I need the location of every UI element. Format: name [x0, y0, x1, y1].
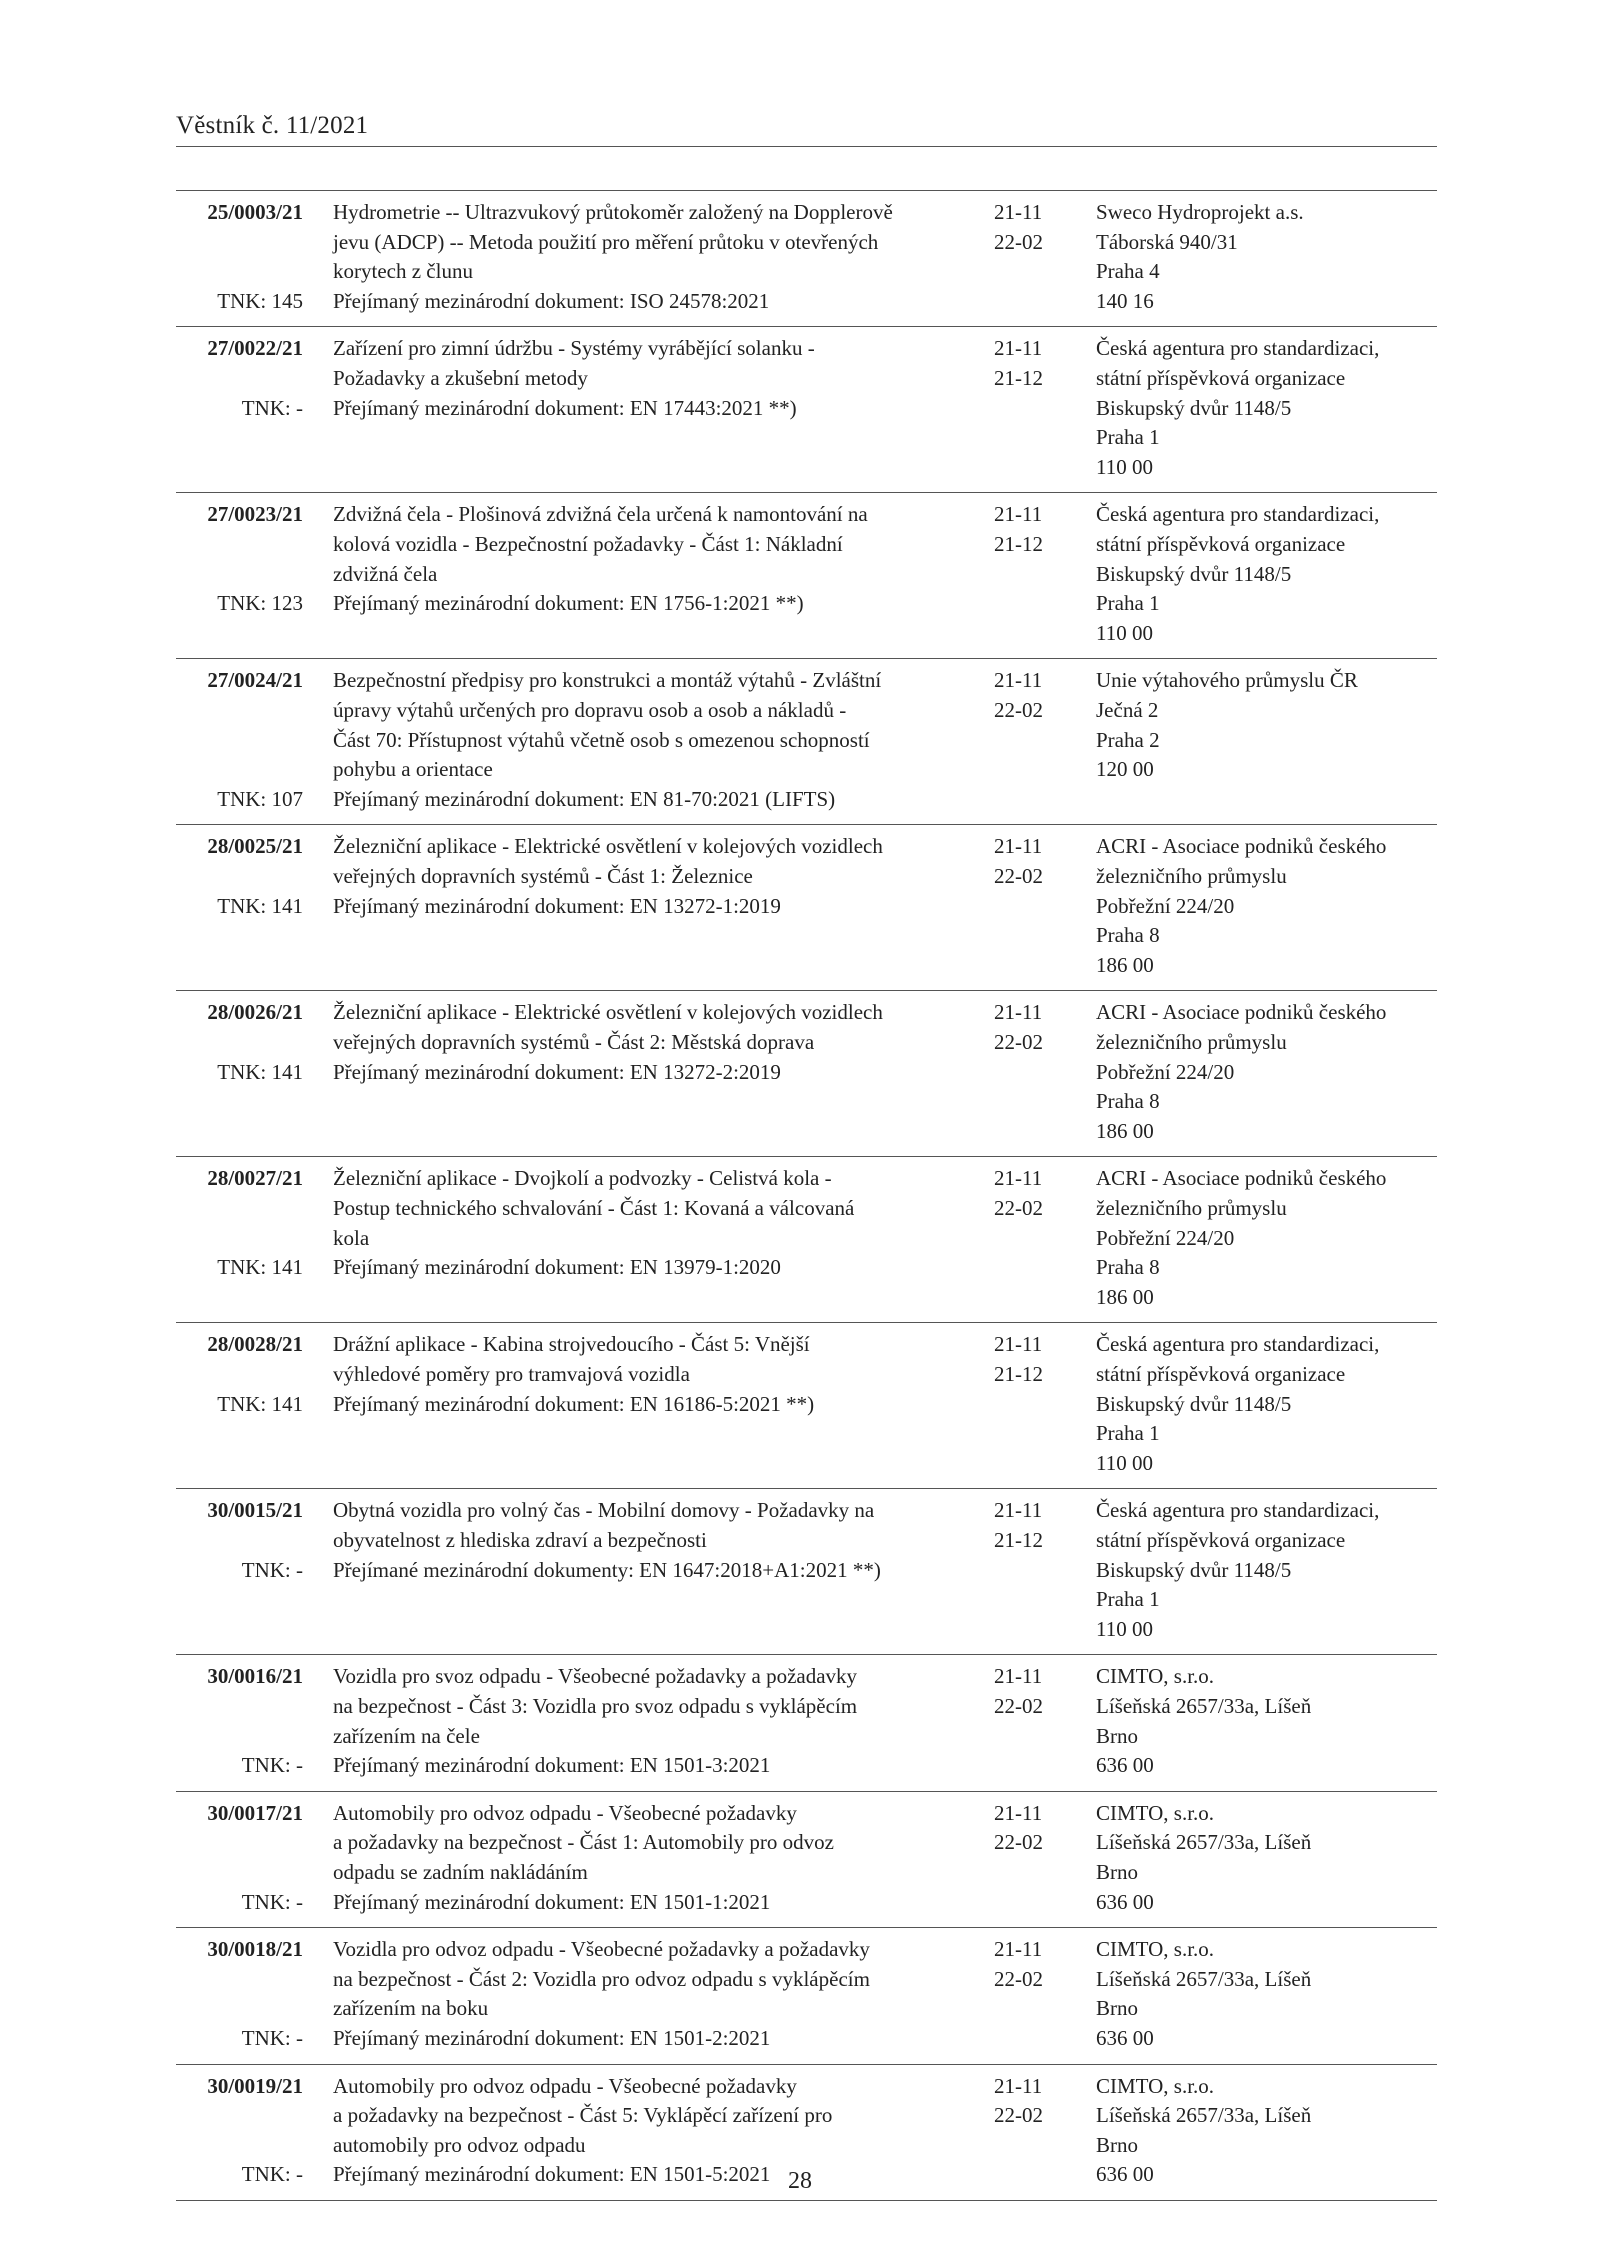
dates-column [994, 2072, 1058, 2131]
table-row [176, 1928, 1437, 2064]
document-title [333, 832, 973, 921]
title-line: Hydrometrie -- Ultrazvukový průtokoměr založený na Dopplerově [333, 200, 893, 224]
dates-column [994, 1496, 1058, 1555]
document-number: 28/0026/21 [207, 1000, 303, 1025]
org-line: 186 00 [1096, 952, 1154, 977]
document-title [333, 500, 973, 618]
org-line: Táborská 940/31 [1096, 229, 1238, 254]
org-line: 636 00 [1096, 1889, 1154, 1914]
organization-address [1096, 1496, 1441, 1644]
date-value: 22-02 [994, 863, 1043, 888]
dates-column [994, 1330, 1058, 1389]
title-line: veřejných dopravních systémů - Část 1: Železnice [333, 863, 753, 888]
org-line: Praha 8 [1096, 1255, 1160, 1280]
organization-address [1096, 832, 1441, 980]
org-line: Biskupský dvůr 1148/5 [1096, 1391, 1292, 1416]
org-line: 110 00 [1096, 454, 1153, 479]
title-line: Část 70: Přístupnost výtahů včetně osob s omezenou schopností [333, 727, 870, 752]
organization-address [1096, 1662, 1441, 1780]
document-number: 28/0028/21 [207, 1332, 303, 1357]
title-line: Přejímané mezinárodní dokumenty: EN 1647:2018+A1:2021 **) [333, 1557, 881, 1582]
dates-column [994, 998, 1058, 1057]
title-line: na bezpečnost - Část 3: Vozidla pro svoz odpadu s vyklápěcím [333, 1693, 858, 1718]
org-line: státní příspěvková organizace [1096, 1361, 1346, 1386]
org-line: Biskupský dvůr 1148/5 [1096, 1557, 1292, 1582]
title-line: Automobily pro odvoz odpadu - Všeobecné požadavky [333, 1800, 797, 1825]
org-line: Praha 4 [1096, 259, 1160, 284]
org-line: Brno [1096, 1859, 1138, 1884]
title-line: zdvižná čela [333, 561, 438, 586]
tnk-label: TNK: - [241, 395, 303, 420]
org-line: Biskupský dvůr 1148/5 [1096, 395, 1292, 420]
date-value: 22-02 [994, 1966, 1043, 1991]
document-title [333, 1164, 973, 1282]
title-line: zařízením na čele [333, 1723, 480, 1748]
tnk-label: TNK: - [241, 2025, 303, 2050]
org-line: 186 00 [1096, 1284, 1154, 1309]
date-value: 22-02 [994, 229, 1043, 254]
org-line: železničního průmyslu [1096, 1029, 1287, 1054]
document-title [333, 1799, 973, 1917]
org-line: Unie výtahového průmyslu ČR [1096, 668, 1358, 693]
title-line: Zdvižná čela - Plošinová zdvižná čela určená k namontování na [333, 502, 868, 527]
org-line: Česká agentura pro standardizaci, [1096, 1332, 1380, 1357]
document-number: 28/0027/21 [207, 1166, 303, 1191]
date-value: 21-11 [994, 200, 1043, 224]
org-line: 636 00 [1096, 2162, 1154, 2187]
org-line: ACRI - Asociace podniků českého [1096, 834, 1387, 859]
title-line: Požadavky a zkušební metody [333, 365, 588, 390]
title-line: Přejímaný mezinárodní dokument: EN 1501-1:2021 [333, 1889, 771, 1914]
tnk-label: TNK: 141 [217, 1391, 303, 1416]
date-value: 22-02 [994, 1029, 1043, 1054]
title-line: Železniční aplikace - Dvojkolí a podvozky - Celistvá kola - [333, 1166, 832, 1191]
dates-column [994, 666, 1058, 725]
title-line: Železniční aplikace - Elektrické osvětlení v kolejových vozidlech [333, 1000, 883, 1025]
org-line: Brno [1096, 2132, 1138, 2157]
org-line: Česká agentura pro standardizaci, [1096, 502, 1380, 527]
org-line: Pobřežní 224/20 [1096, 1059, 1235, 1084]
date-value: 22-02 [994, 1830, 1043, 1855]
document-title [333, 1935, 973, 2053]
title-line: Přejímaný mezinárodní dokument: EN 16186-5:2021 **) [333, 1391, 815, 1416]
tnk-label: TNK: 107 [217, 786, 303, 811]
date-value: 21-12 [994, 531, 1043, 556]
date-value: 21-11 [994, 502, 1043, 527]
tnk-label: TNK: - [241, 1557, 303, 1582]
org-line: železničního průmyslu [1096, 1195, 1287, 1220]
org-line: 140 16 [1096, 288, 1154, 313]
tnk-label: TNK: - [241, 1889, 303, 1914]
organization-address [1096, 1935, 1441, 2053]
dates-column [994, 334, 1058, 393]
org-line: Česká agentura pro standardizaci, [1096, 336, 1380, 361]
title-line: Přejímaný mezinárodní dokument: EN 1501-5:2021 [333, 2162, 771, 2187]
tnk-label: TNK: 141 [217, 1255, 303, 1280]
date-value: 21-11 [994, 1332, 1043, 1357]
date-value: 21-11 [994, 1937, 1043, 1962]
date-value: 21-11 [994, 2073, 1043, 2098]
dates-column [994, 1662, 1058, 1721]
org-line: Biskupský dvůr 1148/5 [1096, 561, 1292, 586]
org-line: Ječná 2 [1096, 697, 1159, 722]
org-line: 120 00 [1096, 757, 1154, 782]
org-line: Líšeňská 2657/33a, Líšeň [1096, 1830, 1312, 1855]
org-line: Praha 8 [1096, 923, 1160, 948]
table-row [176, 1792, 1437, 1928]
date-value: 22-02 [994, 1195, 1043, 1220]
title-line: Drážní aplikace - Kabina strojvedoucího - Část 5: Vnější [333, 1332, 810, 1357]
org-line: 110 00 [1096, 620, 1153, 645]
title-line: Přejímaný mezinárodní dokument: EN 1501-2:2021 [333, 2025, 771, 2050]
title-line: veřejných dopravních systémů - Část 2: Městská doprava [333, 1029, 815, 1054]
date-value: 21-11 [994, 1166, 1043, 1191]
org-line: Pobřežní 224/20 [1096, 893, 1235, 918]
title-line: Železniční aplikace - Elektrické osvětlení v kolejových vozidlech [333, 834, 883, 859]
org-line: Líšeňská 2657/33a, Líšeň [1096, 1966, 1312, 1991]
title-line: Postup technického schvalování - Část 1: Kovaná a válcovaná [333, 1195, 855, 1220]
document-number: 30/0015/21 [207, 1498, 303, 1523]
org-line: ACRI - Asociace podniků českého [1096, 1166, 1387, 1191]
org-line: Brno [1096, 1996, 1138, 2021]
organization-address [1096, 198, 1441, 316]
title-line: odpadu se zadním nakládáním [333, 1859, 588, 1884]
title-line: obyvatelnost z hlediska zdraví a bezpečnosti [333, 1527, 707, 1552]
document-number: 30/0018/21 [207, 1937, 303, 1962]
title-line: kolová vozidla - Bezpečnostní požadavky - Část 1: Nákladní [333, 531, 843, 556]
title-line: pohybu a orientace [333, 757, 493, 782]
document-title [333, 998, 973, 1087]
date-value: 21-12 [994, 1527, 1043, 1552]
date-value: 22-02 [994, 697, 1043, 722]
org-line: Praha 1 [1096, 1421, 1160, 1446]
document-title [333, 1662, 973, 1780]
org-line: Líšeňská 2657/33a, Líšeň [1096, 2103, 1312, 2128]
tnk-label: TNK: 141 [217, 893, 303, 918]
org-line: 636 00 [1096, 1753, 1154, 1778]
title-line: Přejímaný mezinárodní dokument: EN 1501-3:2021 [333, 1753, 771, 1778]
org-line: CIMTO, s.r.o. [1096, 2073, 1215, 2098]
org-line: Praha 1 [1096, 1587, 1160, 1612]
org-line: Praha 8 [1096, 1089, 1160, 1114]
page-header-title: Věstník č. 11/2021 [176, 112, 369, 139]
org-line: Sweco Hydroprojekt a.s. [1096, 200, 1304, 224]
document-number: 27/0024/21 [207, 668, 303, 693]
title-line: zařízením na boku [333, 1996, 489, 2021]
title-line: Přejímaný mezinárodní dokument: EN 13272-1:2019 [333, 893, 781, 918]
title-line: automobily pro odvoz odpadu [333, 2132, 586, 2157]
org-line: železničního průmyslu [1096, 863, 1287, 888]
document-title [333, 198, 973, 316]
date-value: 21-11 [994, 336, 1043, 361]
org-line: Praha 1 [1096, 425, 1160, 450]
title-line: korytech z člunu [333, 259, 473, 284]
document-number: 27/0023/21 [207, 502, 303, 527]
org-line: 110 00 [1096, 1616, 1153, 1641]
org-line: CIMTO, s.r.o. [1096, 1800, 1215, 1825]
org-line: 636 00 [1096, 2025, 1154, 2050]
organization-address [1096, 500, 1441, 648]
table-row [176, 1489, 1437, 1655]
dates-column [994, 198, 1058, 257]
table-row [176, 825, 1437, 991]
date-value: 22-02 [994, 2103, 1043, 2128]
title-line: Přejímaný mezinárodní dokument: EN 13272-2:2019 [333, 1059, 781, 1084]
dates-column [994, 1799, 1058, 1858]
date-value: 21-11 [994, 1664, 1043, 1689]
document-number: 30/0016/21 [207, 1664, 303, 1689]
date-value: 21-11 [994, 668, 1043, 693]
standards-table [176, 190, 1437, 2201]
date-value: 21-12 [994, 1361, 1043, 1386]
dates-column [994, 832, 1058, 891]
title-line: úpravy výtahů určených pro dopravu osob a osob a nákladů - [333, 697, 847, 722]
page-number: 28 [788, 2168, 812, 2194]
organization-address [1096, 666, 1441, 784]
table-row [176, 991, 1437, 1157]
dates-column [994, 1164, 1058, 1223]
title-line: na bezpečnost - Část 2: Vozidla pro odvoz odpadu s vyklápěcím [333, 1966, 870, 1991]
date-value: 21-11 [994, 1000, 1043, 1025]
title-line: Vozidla pro svoz odpadu - Všeobecné požadavky a požadavky [333, 1664, 858, 1689]
tnk-label: TNK: 145 [217, 288, 303, 313]
title-line: a požadavky na bezpečnost - Část 1: Automobily pro odvoz [333, 1830, 834, 1855]
org-line: CIMTO, s.r.o. [1096, 1937, 1215, 1962]
date-value: 21-11 [994, 1498, 1043, 1523]
org-line: státní příspěvková organizace [1096, 365, 1346, 390]
table-row [176, 191, 1437, 327]
tnk-label: TNK: 141 [217, 1059, 303, 1084]
org-line: Praha 1 [1096, 591, 1160, 616]
document-number: 25/0003/21 [207, 200, 303, 224]
org-line: Česká agentura pro standardizaci, [1096, 1498, 1380, 1523]
table-row [176, 493, 1437, 659]
table-row [176, 1655, 1437, 1791]
title-line: Přejímaný mezinárodní dokument: ISO 24578:2021 [333, 288, 770, 313]
org-line: státní příspěvková organizace [1096, 531, 1346, 556]
title-line: Zařízení pro zimní údržbu - Systémy vyrábějící solanku - [333, 336, 815, 361]
org-line: 110 00 [1096, 1450, 1153, 1475]
document-number: 27/0022/21 [207, 336, 303, 361]
org-line: Brno [1096, 1723, 1138, 1748]
organization-address [1096, 1330, 1441, 1478]
date-value: 21-11 [994, 1800, 1043, 1825]
org-line: Líšeňská 2657/33a, Líšeň [1096, 1693, 1312, 1718]
document-title [333, 1330, 973, 1419]
tnk-label: TNK: 123 [217, 591, 303, 616]
date-value: 21-11 [994, 834, 1043, 859]
title-line: výhledové poměry pro tramvajová vozidla [333, 1361, 690, 1386]
document-title [333, 666, 973, 814]
title-line: kola [333, 1225, 370, 1250]
org-line: Praha 2 [1096, 727, 1160, 752]
date-value: 21-12 [994, 365, 1043, 390]
table-row [176, 1323, 1437, 1489]
organization-address [1096, 1164, 1441, 1312]
org-line: Pobřežní 224/20 [1096, 1225, 1235, 1250]
document-number: 28/0025/21 [207, 834, 303, 859]
org-line: CIMTO, s.r.o. [1096, 1664, 1215, 1689]
document-title [333, 334, 973, 423]
document-number: 30/0017/21 [207, 1800, 303, 1825]
title-line: jevu (ADCP) -- Metoda použití pro měření průtoku v otevřených [333, 229, 879, 254]
org-line: státní příspěvková organizace [1096, 1527, 1346, 1552]
document-title [333, 1496, 973, 1585]
document-number: 30/0019/21 [207, 2073, 303, 2098]
title-line: Automobily pro odvoz odpadu - Všeobecné požadavky [333, 2073, 797, 2098]
organization-address [1096, 1799, 1441, 1917]
org-line: ACRI - Asociace podniků českého [1096, 1000, 1387, 1025]
title-line: Vozidla pro odvoz odpadu - Všeobecné požadavky a požadavky [333, 1937, 870, 1962]
dates-column [994, 1935, 1058, 1994]
title-line: Přejímaný mezinárodní dokument: EN 17443:2021 **) [333, 395, 797, 420]
date-value: 22-02 [994, 1693, 1043, 1718]
title-line: Bezpečnostní předpisy pro konstrukci a montáž výtahů - Zvláštní [333, 668, 882, 693]
org-line: 186 00 [1096, 1118, 1154, 1143]
title-line: Přejímaný mezinárodní dokument: EN 13979-1:2020 [333, 1255, 781, 1280]
organization-address [1096, 998, 1441, 1146]
header-divider [176, 146, 1437, 147]
title-line: a požadavky na bezpečnost - Část 5: Vyklápěcí zařízení pro [333, 2103, 833, 2128]
table-row [176, 1157, 1437, 1323]
table-row [176, 659, 1437, 825]
title-line: Obytná vozidla pro volný čas - Mobilní domovy - Požadavky na [333, 1498, 875, 1523]
title-line: Přejímaný mezinárodní dokument: EN 81-70:2021 (LIFTS) [333, 786, 836, 811]
tnk-label: TNK: - [241, 2162, 303, 2187]
organization-address [1096, 334, 1441, 482]
title-line: Přejímaný mezinárodní dokument: EN 1756-1:2021 **) [333, 591, 804, 616]
dates-column [994, 500, 1058, 559]
tnk-label: TNK: - [241, 1753, 303, 1778]
table-row [176, 327, 1437, 493]
